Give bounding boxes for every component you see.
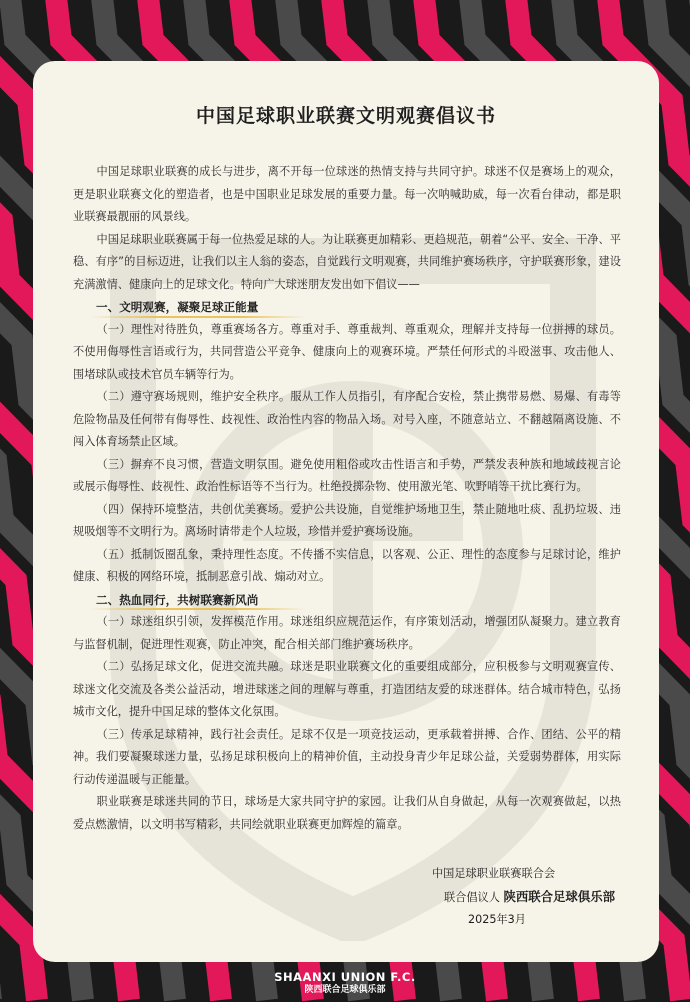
paragraph: 职业联赛是球迷共同的节日，球场是大家共同守护的家园。让我们从自身做起，从每一次观赛做起，以热爱点燃激情，以文明书写精彩，共同绘就职业联赛更加辉煌的篇章。 xyxy=(73,795,621,831)
document-body xyxy=(73,161,621,836)
paragraph: （二）弘扬足球文化，促进交流共融。球迷是职业联赛文化的重要组成部分，应积极参与文明观赛宣传、球迷文化交流及各类公益活动，增进球迷之间的理解与尊重，打造团结友爱的球迷群体。结合城市特色，弘扬城市文化，提升中国足球的整体文化氛围。 xyxy=(73,660,621,718)
paragraph: （一）理性对待胜负，尊重赛场各方。尊重对手、尊重裁判、尊重观众，理解并支持每一位拼搏的球员。不使用侮辱性言语或行为，共同营造公平竞争、健康向上的观赛环境。严禁任何形式的斗殴滋事、攻击他人、围堵球队或技术官员车辆等行为。 xyxy=(73,322,621,381)
footer-logo xyxy=(0,970,690,996)
document-title: 中国足球职业联赛文明观赛倡议书 xyxy=(195,105,496,127)
section-heading: 二、热血同行，共树联赛新风尚 xyxy=(73,589,621,612)
signature-date: 2025年3月 xyxy=(467,913,526,926)
initiator-label: 联合倡议人 xyxy=(443,890,500,904)
paragraph: （四）保持环境整洁，共创优美赛场。爱护公共设施，自觉维护场地卫生，禁止随地吐痰、乱扔垃圾、违规吸烟等不文明行为。离场时请带走个人垃圾，珍惜并爱护赛场设施。 xyxy=(73,502,621,538)
paragraph: （一）球迷组织引领，发挥模范作用。球迷组织应规范运作，有序策划活动，增强团队凝聚力。建立教育与监督机制，促进理性观赛，防止冲突，配合相关部门维护赛场秩序。 xyxy=(73,615,621,651)
signature-block xyxy=(432,863,615,932)
paragraph: 中国足球职业联赛属于每一位热爱足球的人。为让联赛更加精彩、更趋规范，朝着“公平、安全、干净、平稳、有序”的目标迈进，让我们以主人翁的姿态，自觉践行文明观赛，共同维护赛场秩序，守护联赛形象，建设充满激情、健康向上的足球文化。特向广大球迷朋友发出如下倡议—— xyxy=(73,232,621,291)
paragraph: （二）遵守赛场规则，维护安全秩序。服从工作人员指引，有序配合安检，禁止携带易燃、易爆、有毒等危险物品及任何带有侮辱性、歧视性、政治性内容的物品入场。对号入座，不随意站立、不翻越隔离设施、不闯入体育场禁止区域。 xyxy=(73,390,621,448)
paragraph: （三）摒弃不良习惯，营造文明氛围。避免使用粗俗或攻击性语言和手势，严禁发表种族和地域歧视言论或展示侮辱性、歧视性、政治性标语等不当行为。杜绝投掷杂物、使用激光笔、吹野哨等干扰比赛行为。 xyxy=(73,457,621,493)
signature-org: 中国足球职业联赛联合会 xyxy=(431,867,556,880)
section-heading: 一、文明观赛，凝聚足球正能量 xyxy=(73,296,621,319)
paragraph: （五）抵制饭圈乱象，秉持理性态度。不传播不实信息，以客观、公正、理性的态度参与足球讨论，维护健康、积极的网络环境，抵制恶意引战、煽动对立。 xyxy=(73,547,621,583)
signature-initiator xyxy=(432,886,615,910)
paragraph: 中国足球职业联赛的成长与进步，离不开每一位球迷的热情支持与共同守护。球迷不仅是赛场上的观众，更是职业联赛文化的塑造者，也是中国职业足球发展的重要力量。每一次呐喊助威，每一次看台律动，都是职业联赛最靓丽的风景线。 xyxy=(73,165,621,223)
paragraph: （三）传承足球精神，践行社会责任。足球不仅是一项竞技运动，更承载着拼搏、合作、团结、公平的精神。我们要凝聚球迷力量，弘扬足球积极向上的精神价值，主动投身青少年足球公益，关爱弱势群体，用实际行动传递温暖与正能量。 xyxy=(73,727,621,786)
footer-club-name-cn: 陕西联合足球俱乐部 xyxy=(304,985,386,995)
initiator-club: 陕西联合足球俱乐部 xyxy=(503,888,615,904)
proposal-document xyxy=(33,61,659,962)
footer-club-name-en: SHAANXI UNION F.C. xyxy=(274,970,416,984)
